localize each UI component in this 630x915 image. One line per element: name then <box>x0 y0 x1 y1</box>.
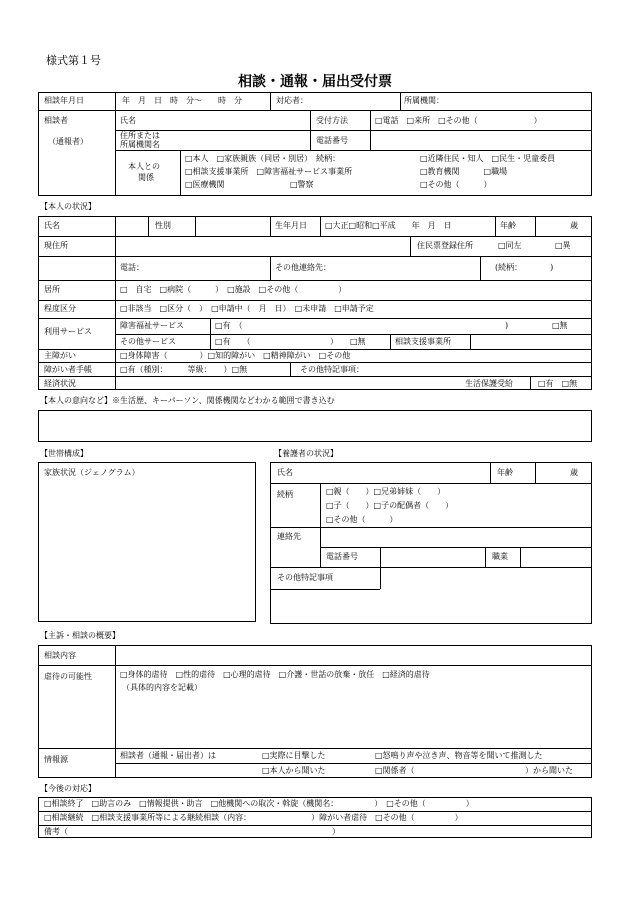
same-checkbox[interactable]: □同左 <box>498 241 522 250</box>
method-label: 受付方法 <box>316 116 348 125</box>
level-label: 程度区分 <box>44 304 76 313</box>
relation-options-3c[interactable]: □その他（ ） <box>420 180 492 189</box>
relation-options-2b[interactable]: □教育機関 □職場 <box>420 167 508 176</box>
source-heard-sounds[interactable]: □怒鳴り声や泣き声、物音等を聞いて推測した <box>375 751 543 760</box>
caregiver-age-unit: 歳 <box>570 468 578 477</box>
abuse-options[interactable]: □身体的虐待 □性的虐待 □心理的虐待 □介護・世話の放棄・放任 □経済的虐待 <box>120 670 430 679</box>
registered-address-label: 住民票登録住所 <box>417 241 473 250</box>
content-label: 相談内容 <box>44 651 76 660</box>
source-witnessed[interactable]: □実際に目撃した <box>262 751 326 760</box>
abuse-label: 虐待の可能性 <box>44 672 92 681</box>
caregiver-name-label: 氏名 <box>277 468 293 477</box>
caregiver-section-heading: 【養護者の状況】 <box>274 449 338 458</box>
person-name-label: 氏名 <box>44 221 60 230</box>
service-label: 利用サービス <box>44 327 92 336</box>
level-options[interactable]: □非該当 □区分（ ） □申請中（ 月 日） □未申請 □申請予定 <box>120 304 374 313</box>
support-office-label: 相談支援事業所 <box>395 337 451 346</box>
welfare-service-close: ) <box>505 321 509 330</box>
genogram-label: 家族状況（ジェノグラム） <box>44 468 140 477</box>
source-from-person[interactable]: □本人から聞いた <box>262 766 326 775</box>
disability-label: 主障がい <box>44 351 76 360</box>
genogram-box[interactable] <box>38 462 256 622</box>
address-label-2: 所属機関名 <box>120 140 160 149</box>
source-related-party[interactable]: □関係者（ <box>375 766 415 775</box>
caregiver-remarks-label: その他特記事項 <box>277 573 333 582</box>
future-section-heading: 【今後の対応】 <box>40 784 96 793</box>
caregiver-relation-1[interactable]: □親（ ）□兄弟姉妹（ ） <box>326 487 446 496</box>
consultant-name-label: 氏名 <box>120 116 136 125</box>
future-remarks[interactable]: 備考（ ） <box>44 827 340 836</box>
agency-label: 所属機関： <box>404 96 444 105</box>
future-options-1[interactable]: □相談終了 □助言のみ □情報提供・助言 □他機関への取次・斡旋（機関名： ） □その他（ ） <box>44 799 474 808</box>
relation-options-3b[interactable]: □警察 <box>290 180 314 189</box>
phone-label: 電話番号 <box>316 136 348 145</box>
relation-label-2: 関係 <box>138 173 154 182</box>
current-address-label: 現住所 <box>44 241 68 250</box>
other-service-none[interactable]: ） □無 <box>330 337 366 346</box>
benefit-options[interactable]: □有 □無 <box>538 379 578 388</box>
handbook-label: 障がい者手帳 <box>44 365 92 374</box>
other-contact-label: その他連絡先： <box>275 263 331 272</box>
relation-options-1[interactable]: □本人 □家族親族（同居・別居） 続柄： <box>185 154 341 163</box>
person-phone-label: 電話： <box>120 263 144 272</box>
relation-label: 本人との <box>128 162 160 171</box>
person-section-heading: 【本人の状況】 <box>40 202 96 211</box>
welfare-service-label: 障害福祉サービス <box>120 321 184 330</box>
welfare-service-none[interactable]: □無 <box>552 321 568 330</box>
relation-options-2[interactable]: □相談支援事業所 □障害福祉サービス事業所 <box>185 167 353 176</box>
relation-paren: (続柄： ) <box>495 263 554 272</box>
other-service-label: その他サービス <box>120 337 176 346</box>
method-checkboxes[interactable]: □電話 □来所 □その他（ ） <box>375 116 542 125</box>
caregiver-age-label: 年齢 <box>497 468 513 477</box>
source-related-party-end: ）から聞いた <box>525 766 573 775</box>
age-label: 年齢 <box>500 221 516 230</box>
relation-options-3a[interactable]: □医療機関 <box>185 180 225 189</box>
residence-options[interactable]: □ 自宅 □病院（ ） □施設 □その他（ ） <box>120 285 347 294</box>
welfare-service-yes[interactable]: □有 （ <box>215 321 243 330</box>
age-unit: 歳 <box>570 221 578 230</box>
person-remarks-label: その他特記事項： <box>300 365 364 374</box>
caregiver-relation-2[interactable]: □子（ ）□子の配偶者（ ） <box>326 501 454 510</box>
caregiver-contact-label: 連絡先 <box>277 532 301 541</box>
different-checkbox[interactable]: □異 <box>555 241 571 250</box>
handbook-options[interactable]: □有（種別： 等級： ）□無 <box>120 365 248 374</box>
welfare-benefit-label: 生活保護受給 <box>465 379 513 388</box>
abuse-note: （具体的内容を記載） <box>122 683 202 692</box>
dob-field[interactable]: □大正□昭和□平成 年 月 日 <box>325 221 452 230</box>
caregiver-relation-3[interactable]: □その他（ ） <box>326 515 398 524</box>
caregiver-phone-label: 電話番号 <box>326 552 358 561</box>
other-service-yes[interactable]: □有 （ <box>215 337 251 346</box>
reporter-label: （通報者） <box>48 137 88 146</box>
source-prefix: 相談者（通報・届出者）は <box>120 751 216 760</box>
consultant-label: 相談者 <box>44 116 68 125</box>
staff-label: 対応者： <box>276 96 308 105</box>
relation-options-1b[interactable]: □近隣住民・知人 □民生・児童委員 <box>420 154 556 163</box>
date-label: 相談年月日 <box>44 96 84 105</box>
residence-label: 居所 <box>44 285 60 294</box>
dob-label: 生年月日 <box>275 221 307 230</box>
intent-section-heading: 【本人の意向など】※生活歴、キーパーソン、関係機関などわかる範囲で書き込む <box>40 396 335 405</box>
caregiver-relation-label: 続柄 <box>277 490 293 499</box>
intent-box[interactable] <box>38 410 592 442</box>
address-label: 住所または <box>120 131 160 140</box>
page-title: 相談・通報・届出受付票 <box>238 74 392 90</box>
household-section-heading: 【世帯構成】 <box>40 449 88 458</box>
disability-options[interactable]: □身体障害（ ）□知的障がい □精神障がい □その他 <box>120 351 351 360</box>
form-number: 様式第１号 <box>46 54 101 67</box>
summary-section-heading: 【主訴・相談の概要】 <box>40 631 120 640</box>
date-field[interactable]: 年 月 日 時 分～ 時 分 <box>122 96 242 105</box>
economy-label: 経済状況 <box>44 379 76 388</box>
future-options-2[interactable]: □相談継続 □相談支援事業所等による継続相談（内容： ）障がい者虐待 □その他（ ） <box>44 813 463 822</box>
caregiver-job-label: 職業 <box>492 552 508 561</box>
sex-label: 性別 <box>155 221 171 230</box>
source-label: 情報源 <box>44 755 68 764</box>
